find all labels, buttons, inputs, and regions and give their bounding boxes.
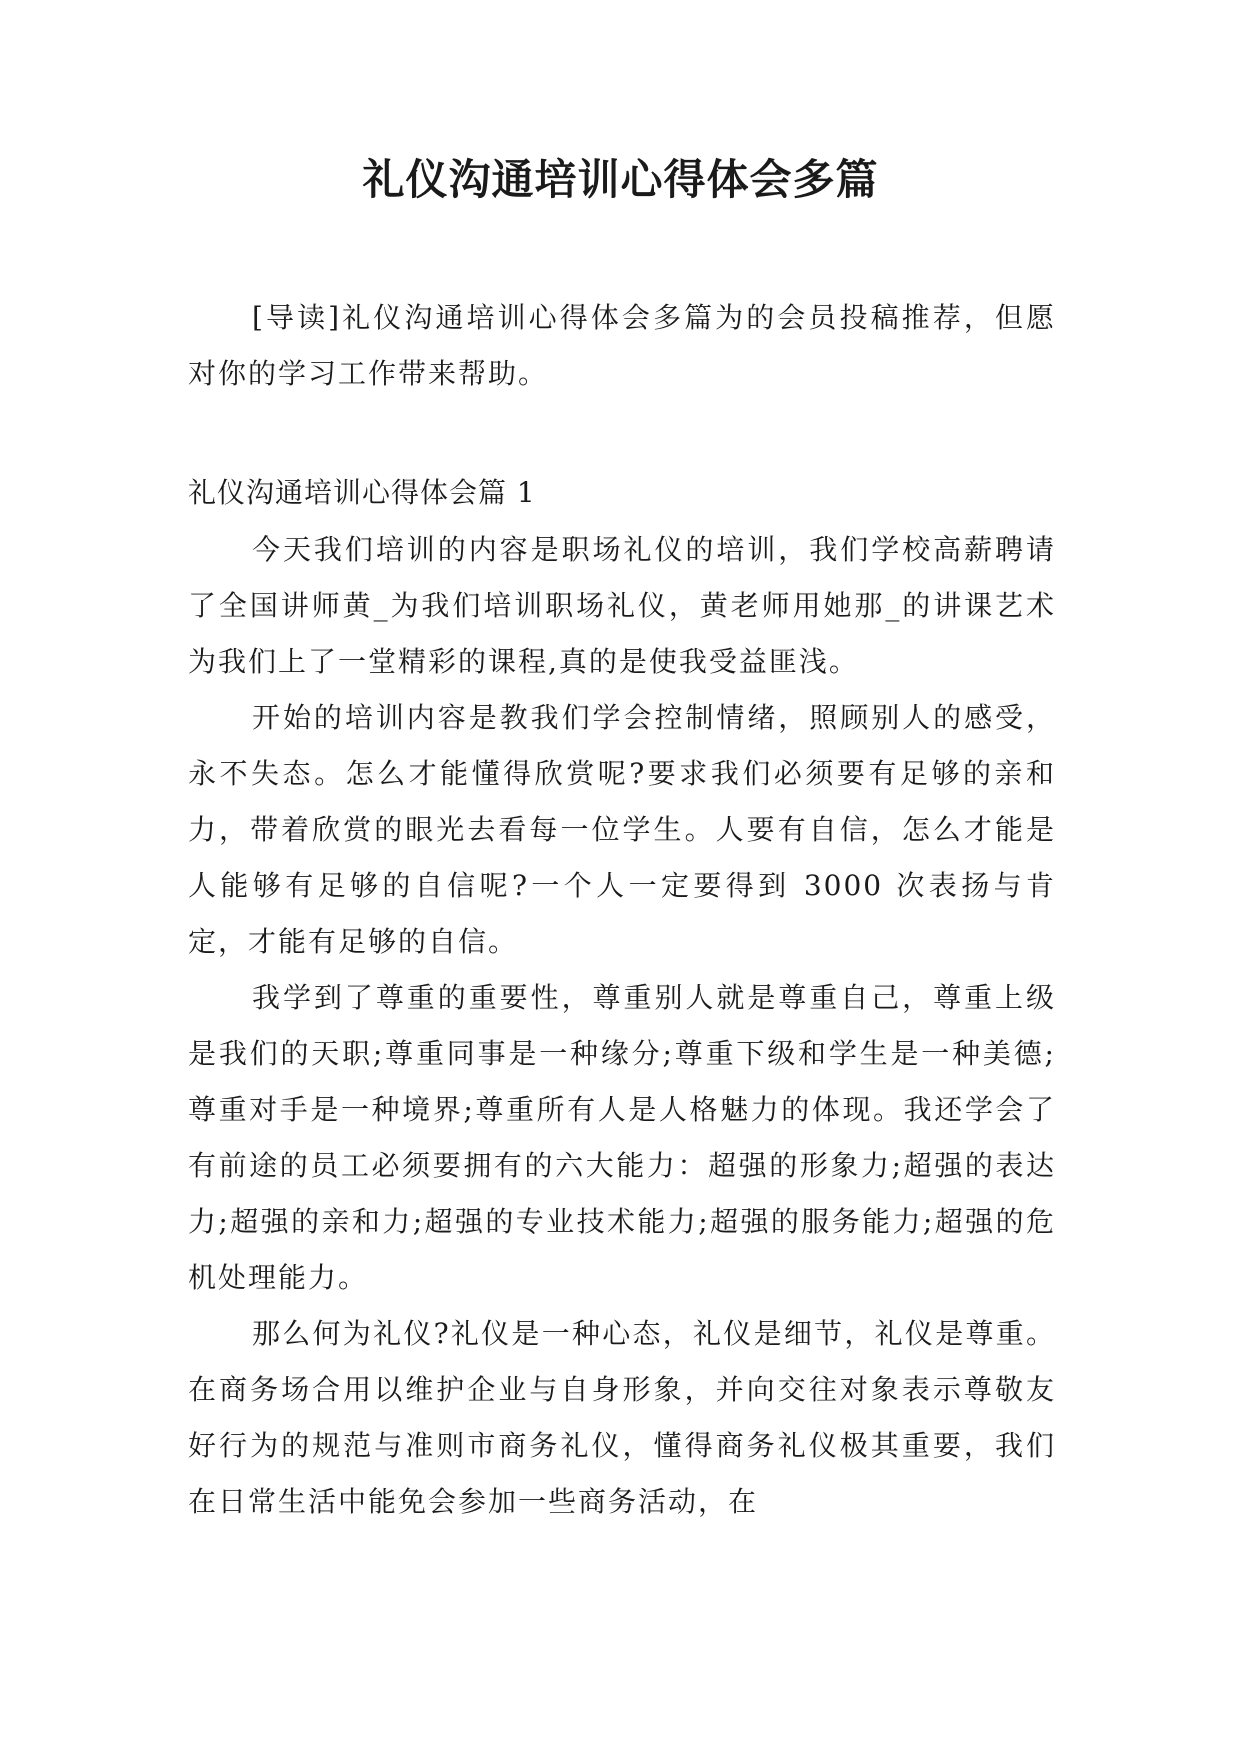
intro-paragraph: [导读]礼仪沟通培训心得体会多篇为的会员投稿推荐，但愿对你的学习工作带来帮助。 [188, 301, 1056, 390]
paragraph-1: 今天我们培训的内容是职场礼仪的培训，我们学校高薪聘请了全国讲师黄_为我们培训职场礼仪，黄老师用她那_的讲课艺术为我们上了一堂精彩的课程,真的是使我受益匪浅。 [188, 533, 1056, 678]
document-title: 礼仪沟通培训心得体会多篇 [362, 155, 879, 204]
section-content [188, 522, 1056, 1530]
paragraph-2: 开始的培训内容是教我们学会控制情绪，照顾别人的感受，永不失态。怎么才能懂得欣赏呢?要求我们必须要有足够的亲和力，带着欣赏的眼光去看每一位学生。人要有自信，怎么才能是人能够有足够的自信呢?一个人一定要得到 3000 次表扬与肯定，才能有足够的自信。 [188, 701, 1056, 958]
section-title: 礼仪沟通培训心得体会篇 1 [188, 476, 536, 509]
paragraph-4: 那么何为礼仪?礼仪是一种心态，礼仪是细节，礼仪是尊重。在商务场合用以维护企业与自身形象，并向交往对象表示尊敬友好行为的规范与准则市商务礼仪，懂得商务礼仪极其重要，我们在日常生活中能免会参加一些商务活动，在 [188, 1317, 1056, 1518]
paragraph-3: 我学到了尊重的重要性，尊重别人就是尊重自己，尊重上级是我们的天职;尊重同事是一种缘分;尊重下级和学生是一种美德;尊重对手是一种境界;尊重所有人是人格魅力的体现。我还学会了有前途的员工必须要拥有的六大能力：超强的形象力;超强的表达力;超强的亲和力;超强的专业技术能力;超强的服务能力;超强的危机处理能力。 [188, 981, 1056, 1294]
